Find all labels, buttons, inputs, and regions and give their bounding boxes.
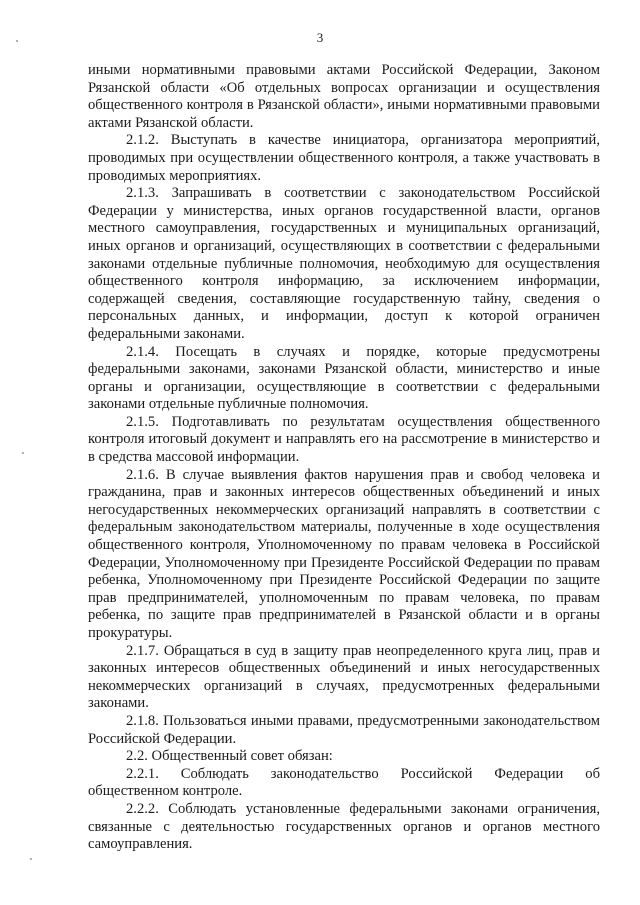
scan-speck xyxy=(16,40,18,42)
paragraph-2-2-2: 2.2.2. Соблюдать установленные федеральными законами ограничения, связанные с деятельностью государственных органов и органов местного самоуправления. xyxy=(88,800,600,853)
paragraph-2-1-5: 2.1.5. Подготавливать по результатам осуществления общественного контроля итоговый документ и направлять его на рассмотрение в министерство и в средства массовой информации. xyxy=(88,413,600,466)
paragraph-2-1-7: 2.1.7. Обращаться в суд в защиту прав неопределенного круга лиц, прав и законных интересов общественных объединений и иных негосударственных некоммерческих организаций в случаях, предусмотренных федеральными законами. xyxy=(88,642,600,712)
paragraph-2-1-4: 2.1.4. Посещать в случаях и порядке, которые предусмотрены федеральными законами, законами Рязанской области, министерство и иные органы и организации, осуществляющие в соответствии с федеральными законами отдельные публичные полномочия. xyxy=(88,343,600,413)
paragraph-continuation: иными нормативными правовыми актами Российской Федерации, Законом Рязанской области «Об отдельных вопросах организации и осуществления общественного контроля в Рязанской области», иными нормативными правовыми актами Рязанской области. xyxy=(88,62,600,131)
page-number: 3 xyxy=(316,30,324,45)
paragraph-2-2: 2.2. Общественный совет обязан: xyxy=(126,748,333,765)
scan-speck xyxy=(22,452,24,454)
paragraph-2-2-1: 2.2.1. Соблюдать законодательство Российской Федерации об общественном контроле. xyxy=(88,765,600,800)
document-body xyxy=(88,62,600,854)
paragraph-2-1-8: 2.1.8. Пользоваться иными правами, предусмотренными законодательством Российской Федерации. xyxy=(88,712,600,747)
paragraph-2-1-6: 2.1.6. В случае выявления фактов нарушения прав и свобод человека и гражданина, прав и законных интересов общественных объединений и иных негосударственных некоммерческих организаций направлять в соответствии с федеральным законодательством материалы, полученные в ходе осуществления общественного контроля, Уполномоченному по правам человека в Российской Федерации, Уполномоченному при Президенте Российской Федерации по правам ребенка, Уполномоченному при Президенте Российской Федерации по защите прав предпринимателей, уполномоченным по правам человека, по правам ребенка, по защите прав предпринимателей в Рязанской области и в органы прокуратуры. xyxy=(88,466,600,641)
scan-speck xyxy=(30,858,32,860)
paragraph-2-1-3: 2.1.3. Запрашивать в соответствии с законодательством Российской Федерации у министерства, иных органов государственной власти, органов местного самоуправления, государственных и муниципальных организаций, иных органов и организаций, осуществляющих в соответствии с федеральными законами отдельные публичные полномочия, необходимую для осуществления общественного контроля информацию, за исключением информации, содержащей сведения, составляющие государственную тайну, сведения о персональных данных, и информации, доступ к которой ограничен федеральными законами. xyxy=(88,185,600,342)
paragraph-2-1-2: 2.1.2. Выступать в качестве инициатора, организатора мероприятий, проводимых при осуществлении общественного контроля, а также участвовать в проводимых мероприятиях. xyxy=(88,132,600,184)
